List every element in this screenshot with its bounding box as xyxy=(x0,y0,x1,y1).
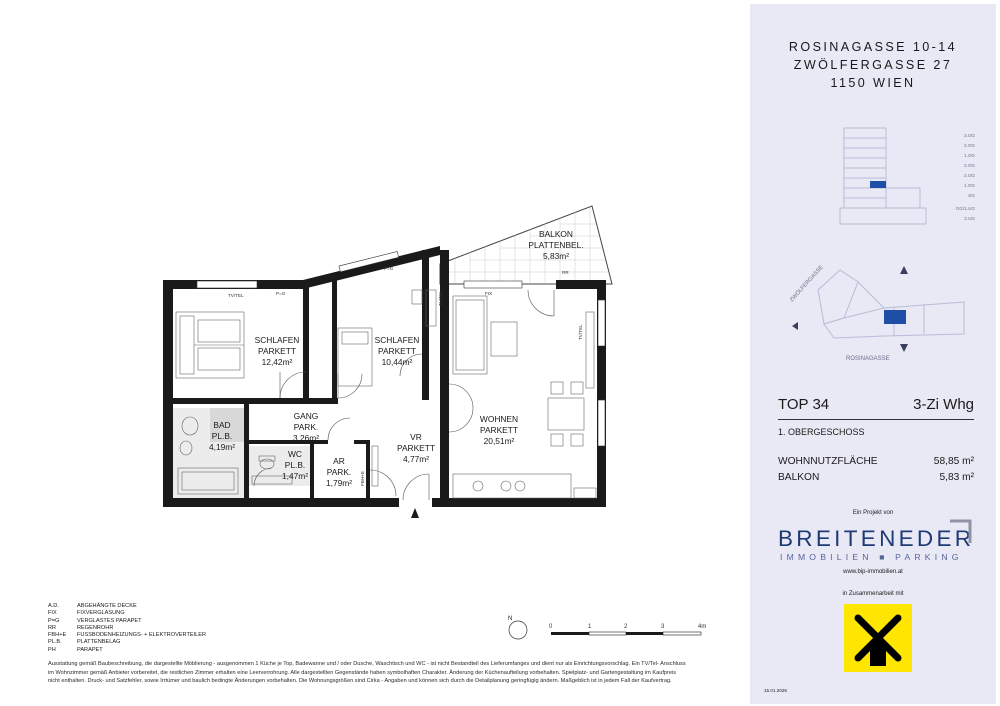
room-ar-name: AR xyxy=(333,456,345,466)
tv-tel-mark: TV/TEL xyxy=(578,324,583,340)
floor-label: 1.OG xyxy=(964,183,975,188)
divider xyxy=(778,419,974,420)
disclaimer-line: im Wohnzimmer gemäß Anbieter vorbereitet, die restlichen Zimmer erhalten eine Leerverrohrung. Alle dargestellten Gegenstände haben symbolhaften Charakter. Änderung der Küchenaufteilung vorbehalten. Spielplatz- und Gartengestaltung im Kaufpreis xyxy=(48,669,676,676)
room-balkon-area: 5,83m² xyxy=(542,251,570,261)
scale-tick: 1 xyxy=(588,624,592,630)
room-schlafen-1-area: 12,42m² xyxy=(261,357,293,367)
top-number: TOP 34 xyxy=(778,396,830,413)
room-schlafen-2-type: PARKETT xyxy=(377,346,417,356)
cooperation-text: in Zusammenarbeit mit xyxy=(842,591,904,597)
room-schlafen-2-name: SCHLAFEN xyxy=(374,335,420,345)
legend-row xyxy=(48,603,206,610)
scale-tick: 0 xyxy=(549,624,553,630)
legend-abbr: FIX xyxy=(48,610,57,617)
floor-label: 1.OG xyxy=(964,153,975,158)
balcony-area-value: 5,83 m² xyxy=(939,472,974,483)
view-marker xyxy=(792,322,798,330)
floor-label: 1. OBERGESCHOSS xyxy=(778,427,865,437)
scale-tick: 3 xyxy=(661,624,665,630)
room-gang-area: 3,26m² xyxy=(292,433,320,443)
room-vr-type: PARKETT xyxy=(396,443,436,453)
website-text: www.bip-immobilien.at xyxy=(843,569,903,575)
room-balkon-type: PLATTENBEL. xyxy=(528,240,584,250)
floor-label: 2.UG xyxy=(964,216,975,221)
legend-abbr: PL.B. xyxy=(48,639,62,646)
living-area-row xyxy=(778,456,974,467)
legend-row xyxy=(48,610,206,617)
disclaimer-line: nicht enthalten. Druck- und Satzfehler, sowie Irrtümer und baulich bedingte Änderungen vorbehalten. Die Wohnungsgrößen sind Cirka - Angaben und können sich durch die Detailplanung geringfügig ändern. Maßgeblich ist in jedem Fall der Kaufvertrag. xyxy=(48,678,672,685)
legend-abbr: RR xyxy=(48,624,57,631)
legend-text: PLATTENBELAG xyxy=(77,639,121,646)
room-wc-type: PL.B. xyxy=(284,460,306,470)
highlight-unit xyxy=(884,310,906,324)
address-line: ROSINAGASSE 10-14 xyxy=(788,40,958,54)
room-wc-area: 1,47m² xyxy=(281,471,309,481)
room-gang-type: PARK. xyxy=(293,422,319,432)
north-label: N xyxy=(508,616,513,622)
room-wohnen-name: WOHNEN xyxy=(479,414,519,424)
building-section-diagram xyxy=(830,122,980,232)
balcony-floor xyxy=(440,206,612,284)
room-schlafen-1-name: SCHLAFEN xyxy=(254,335,300,345)
brand-tagline: IMMOBILIEN ■ PARKING xyxy=(780,552,963,562)
info-sidebar xyxy=(750,4,996,704)
site-plan-diagram xyxy=(784,242,980,362)
room-count: 3-Zi Whg xyxy=(913,396,974,413)
unit-header xyxy=(778,396,974,413)
room-gang-name: GANG xyxy=(293,411,319,421)
floor-label: 2.OG xyxy=(964,173,975,178)
room-bad-area: 4,19m² xyxy=(208,442,236,452)
north-arrow xyxy=(508,616,527,640)
view-marker xyxy=(900,266,908,274)
fix-mark: FIX xyxy=(485,291,493,296)
room-wohnen-type: PARKETT xyxy=(479,425,519,435)
legend-row xyxy=(48,639,206,646)
room-vr-name: VR xyxy=(410,432,422,442)
legend-abbr: FBH+E xyxy=(48,632,67,639)
legend-text: ABGEHÄNGTE DECKE xyxy=(77,603,137,609)
floor-label: 3.OG xyxy=(964,133,975,138)
project-by-text: Ein Projekt von xyxy=(852,510,894,516)
legend-text: FIXVERGLASUNG xyxy=(77,610,125,617)
legend-row xyxy=(48,618,206,625)
room-bad-type: PL.B. xyxy=(211,431,233,441)
room-wc-name: WC xyxy=(288,449,302,459)
room-schlafen-2-area: 10,44m² xyxy=(381,357,413,367)
room-wohnen-area: 20,51m² xyxy=(483,436,515,446)
floor-label: GG/1.UG xyxy=(955,206,975,211)
street-label: ROSINAGASSE xyxy=(846,356,890,362)
legend-row xyxy=(48,632,206,639)
legend-abbr: PH xyxy=(48,646,56,653)
room-bad-name: BAD xyxy=(213,420,231,430)
living-area-value: 58,85 m² xyxy=(933,456,974,467)
tv-tel-mark: TV/TEL xyxy=(228,293,244,298)
disclaimer-line: Ausstattung gemäß Baubeschreibung, die dargestellte Möblierung - ausgenommen 1 Küche je Top, Badewanne und / oder Dusche, Waschtisch und WC - ist nicht Bestandteil des Lieferumfanges und dient nur als Einrichtungsvorschlag. Ein TV/Tel- Anschluss xyxy=(48,661,686,667)
brand-name: BREITENEDER xyxy=(778,526,975,551)
legend-row xyxy=(48,625,206,632)
fbhe-mark: FBH+E xyxy=(360,471,365,486)
legend-row xyxy=(48,647,206,654)
tv-tel-mark: TV/TEL xyxy=(438,290,443,306)
balcony-area-label: BALKON xyxy=(778,472,820,483)
living-area-label: WOHNNUTZFLÄCHE xyxy=(778,456,878,467)
room-ar-area: 1,79m² xyxy=(325,478,353,488)
rr-mark: RR xyxy=(562,270,569,275)
room-ar-type: PARK. xyxy=(326,467,352,477)
legend-text: FUSSBODENHEIZUNGS- + ELEKTROVERTEILER xyxy=(77,632,207,639)
street-label: ZWÖLFERGASSE xyxy=(789,264,825,304)
legend-abbr: A.D. xyxy=(48,603,59,609)
plan-date: 15.01.2026 xyxy=(764,688,787,693)
highlight-unit xyxy=(870,181,886,188)
floor-label: EG xyxy=(968,193,975,198)
entrance-arrow xyxy=(411,508,419,518)
floor-label: 2.OG xyxy=(964,143,975,148)
room-vr-area: 4,77m² xyxy=(402,454,430,464)
legend-text: REGENROHR xyxy=(77,624,114,631)
brand-logo-corner xyxy=(948,518,974,546)
raiffeisen-logo xyxy=(844,604,912,672)
legend-text: PARAPET xyxy=(77,646,103,653)
room-balkon-name: BALKON xyxy=(539,229,573,239)
abbreviation-legend xyxy=(48,603,206,654)
scale-tick: 4m xyxy=(698,624,707,630)
balcony-area-row xyxy=(778,472,974,483)
disclaimer-text xyxy=(48,660,738,686)
view-marker xyxy=(900,344,908,352)
scale-tick: 2 xyxy=(624,624,628,630)
scale-bar xyxy=(549,624,706,635)
address-line: 1150 WIEN xyxy=(830,76,916,90)
legend-text: VERGLASTES PARAPET xyxy=(77,617,142,624)
pg-mark: P=G xyxy=(276,291,286,296)
address-line: ZWÖLFERGASSE 27 xyxy=(793,58,953,72)
legend-abbr: P=G xyxy=(48,617,60,624)
pg-mark: P=G xyxy=(384,266,394,271)
floor-label: 3.OG xyxy=(964,163,975,168)
room-schlafen-1-type: PARKETT xyxy=(257,346,297,356)
